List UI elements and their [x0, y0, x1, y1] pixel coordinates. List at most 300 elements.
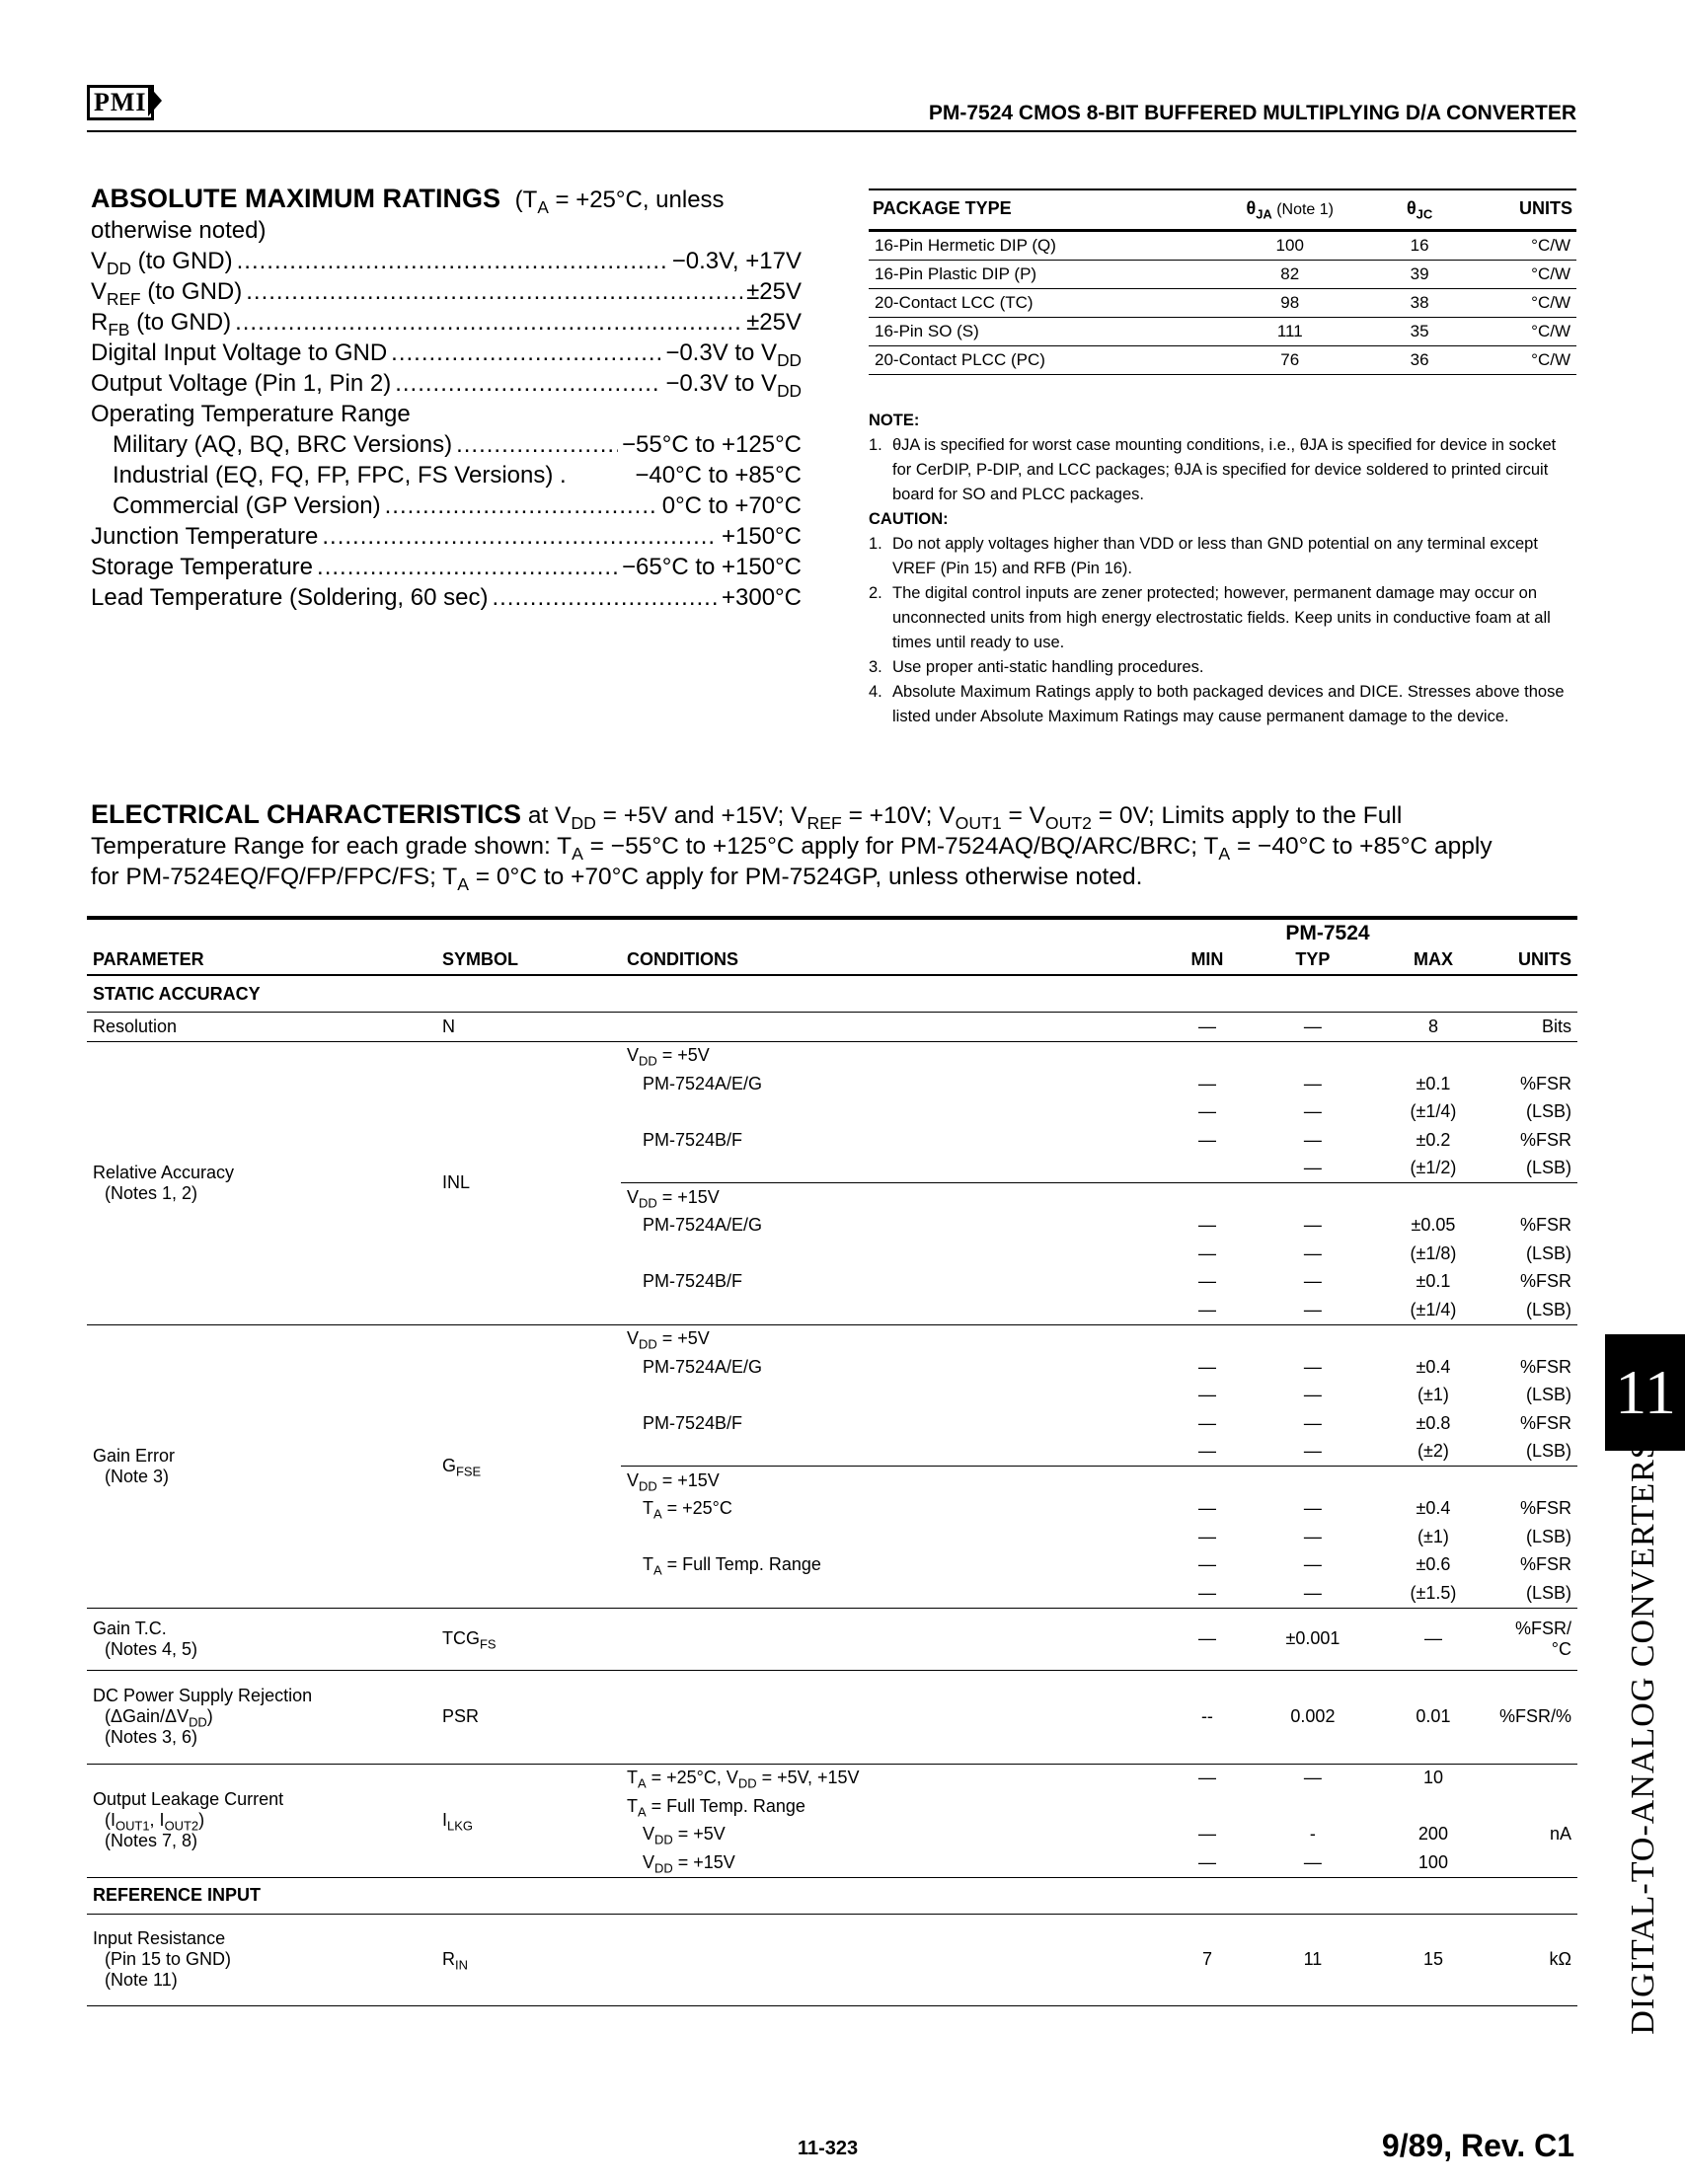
col-package-type: PACKAGE TYPE: [869, 189, 1194, 231]
val-max: (±1/8): [1410, 1243, 1457, 1263]
pmi-logo: PMI: [87, 85, 154, 120]
symbol-sub: FSE: [456, 1464, 482, 1479]
absolute-max-ratings: [91, 184, 802, 613]
val-typ: —: [1303, 1073, 1322, 1093]
param-text: (I: [105, 1810, 115, 1830]
param-text: ): [198, 1810, 205, 1830]
amr-label: V: [91, 278, 108, 305]
pkg-type: 20-Contact PLCC (PC): [869, 346, 1194, 375]
val-min: —: [1197, 1073, 1216, 1093]
cond-vdd: [621, 1821, 1162, 1849]
amr-label-post: (to GND): [140, 278, 243, 305]
cond-sub: A: [652, 1506, 662, 1522]
cond-sub: DD: [638, 1053, 657, 1069]
amr-label: Output Voltage (Pin 1, Pin 2): [91, 370, 392, 397]
note-text: θJA is specified for worst case mounting conditions, i.e., θJA is specified for device in socket for CerDIP, P-DIP, and LCC packages; θJA is specified for device soldered to printed circuit board for SO and PLCC packages.: [892, 436, 1557, 503]
val-max: 8: [1373, 1013, 1494, 1042]
param-text: , I: [149, 1810, 165, 1830]
val-typ: 0.002: [1253, 1670, 1373, 1764]
cond-ta: [621, 1764, 1162, 1792]
amr-label: Digital Input Voltage to GND: [91, 339, 388, 366]
col-typ: TYP: [1295, 949, 1331, 969]
val-min: —: [1197, 1356, 1216, 1377]
param-gain-error: [87, 1324, 436, 1608]
ec-sub: OUT2: [1044, 813, 1092, 834]
amr-op-temp-label: Operating Temperature Range: [91, 401, 411, 427]
pkg-jc: 35: [1386, 318, 1454, 346]
amr-cond-post: = +25°C, unless: [548, 187, 725, 213]
amr-value: −0.3V to V: [665, 339, 778, 366]
caution-text: Absolute Maximum Ratings apply to both packaged devices and DICE. Stresses above those listed under Absolute Maximum Ratings may cause permanent damage to the device.: [892, 683, 1565, 725]
val-max: (±1): [1417, 1385, 1449, 1405]
cond-text: = +15V: [672, 1851, 735, 1872]
ec-text: at V: [521, 802, 572, 829]
cond-text: [621, 1240, 1162, 1268]
ec-sub: DD: [571, 813, 596, 834]
cond-sub: DD: [653, 1832, 673, 1847]
col-units: UNITS: [1454, 189, 1576, 231]
pkg-jc: 36: [1386, 346, 1454, 375]
ec-text: for PM-7524EQ/FQ/FP/FPC/FS; T: [91, 864, 458, 890]
cond-vdd: [621, 1041, 1162, 1070]
spec-table: [87, 916, 1577, 2006]
val-units: %FSR: [1519, 1412, 1571, 1433]
caution-text: Use proper anti-static handling procedures.: [892, 658, 1204, 676]
cond-text: T: [626, 1795, 638, 1816]
theta-ja-sub: JA: [1256, 206, 1272, 222]
amr-label: Military (AQ, BQ, BRC Versions): [113, 431, 453, 458]
amr-label: Storage Temperature: [91, 554, 314, 580]
col-symbol: SYMBOL: [441, 949, 518, 969]
param-name: Gain Error: [93, 1445, 176, 1466]
param-psr: [87, 1670, 436, 1764]
amr-cond-line2: otherwise noted): [91, 217, 267, 244]
param-name: Gain T.C.: [93, 1618, 167, 1638]
val-units: (LSB): [1525, 1526, 1571, 1546]
val-min: [1162, 1155, 1253, 1183]
col-parameter: PARAMETER: [93, 949, 204, 969]
cond-vdd: [621, 1324, 1162, 1353]
col-theta-jc: [1386, 189, 1454, 231]
ec-text: = +5V and +15V; V: [595, 802, 807, 829]
amr-cond: [514, 187, 725, 218]
val-units: nA: [1549, 1824, 1571, 1845]
val-units: %FSR: [1519, 1356, 1571, 1377]
ec-sub: A: [572, 844, 583, 865]
caution-num: 4.: [869, 683, 882, 701]
val-units: (LSB): [1525, 1441, 1571, 1462]
cond-text: = +15V: [656, 1469, 720, 1490]
package-table: [869, 188, 1576, 375]
val-min: —: [1197, 1441, 1216, 1462]
col-max: MAX: [1413, 949, 1453, 969]
cond-text: V: [626, 1045, 639, 1066]
val-typ: —: [1253, 1848, 1373, 1877]
ec-line3: [91, 862, 1581, 895]
amr-heading: [91, 184, 802, 218]
caution-item: [869, 680, 1579, 729]
amr-title: ABSOLUTE MAXIMUM RATINGS: [91, 184, 500, 213]
val-units: %FSR: [1519, 1215, 1571, 1236]
amr-value: +300°C: [722, 584, 802, 611]
val-units: %FSR: [1519, 1498, 1571, 1519]
amr-label: Lead Temperature (Soldering, 60 sec): [91, 584, 489, 611]
val-min: —: [1197, 1412, 1216, 1433]
val-units: %FSR: [1519, 1554, 1571, 1575]
amr-row: [91, 490, 802, 521]
cond-text: PM-7524B/F: [642, 1412, 743, 1433]
param-input-resistance: [87, 1914, 436, 2005]
table-row: [87, 1914, 1577, 2005]
val-max: 0.01: [1373, 1670, 1494, 1764]
val-units: (LSB): [1525, 1158, 1571, 1178]
val-units: (LSB): [1494, 1579, 1577, 1608]
val-units: kΩ: [1494, 1914, 1577, 2005]
amr-row: [91, 521, 802, 552]
val-typ: —: [1253, 1013, 1373, 1042]
val-max: 15: [1373, 1914, 1494, 2005]
ec-text: = V: [1001, 802, 1045, 829]
val-typ: —: [1303, 1498, 1322, 1519]
val-min: —: [1197, 1101, 1216, 1122]
pkg-type: 20-Contact LCC (TC): [869, 289, 1194, 318]
amr-value: −0.3V to V: [665, 370, 778, 397]
cond-text: V: [626, 1328, 639, 1349]
val-typ: —: [1303, 1215, 1322, 1236]
param-notes: (Notes 3, 6): [105, 1727, 198, 1747]
val-max: (±1/4): [1373, 1296, 1494, 1324]
table-row: [869, 261, 1576, 289]
symbol-lkg: [436, 1764, 621, 1877]
val-min: —: [1197, 1215, 1216, 1236]
amr-label-post: (to GND): [130, 248, 233, 274]
pkg-jc: 16: [1386, 231, 1454, 261]
cond-text: = +5V: [672, 1824, 726, 1845]
device-label: PM-7524: [1285, 922, 1370, 944]
param-notes: (Note 3): [105, 1466, 170, 1486]
pkg-jc: 38: [1386, 289, 1454, 318]
cond-sub: DD: [737, 1775, 757, 1791]
val-units: (LSB): [1525, 1101, 1571, 1122]
amr-label-sub: DD: [107, 259, 131, 279]
val-max: ±0.6: [1416, 1554, 1451, 1575]
cond-ta: [621, 1495, 1162, 1524]
val-units: %FSR: [1519, 1073, 1571, 1093]
theta-ja-note: (Note 1): [1271, 201, 1334, 218]
cond-text: = +5V: [656, 1328, 710, 1349]
table-row: [869, 346, 1576, 375]
cond-vdd: [621, 1183, 1162, 1212]
table-row: [869, 231, 1576, 261]
amr-row: [91, 368, 802, 402]
param-name: DC Power Supply Rejection: [93, 1686, 313, 1705]
table-row: [87, 1670, 1577, 1764]
val-units: %FSR/%: [1494, 1670, 1577, 1764]
ec-text: = −55°C to +125°C apply for PM-7524AQ/BQ/ARC/BRC; T: [582, 833, 1219, 860]
symbol-text: I: [441, 1810, 447, 1830]
cond-text: V: [642, 1851, 654, 1872]
val-min: —: [1197, 1498, 1216, 1519]
val-min: 7: [1162, 1914, 1253, 2005]
amr-value: −0.3V, +17V: [671, 248, 802, 274]
amr-row: [91, 429, 802, 460]
param-psr-sub: [93, 1706, 430, 1730]
amr-cond-pre: (T: [514, 187, 538, 213]
ec-sub: A: [1218, 844, 1231, 865]
cond-text: V: [626, 1469, 639, 1490]
pkg-ja: 111: [1194, 318, 1386, 346]
package-header-row: [869, 189, 1576, 231]
amr-value-sub: DD: [777, 350, 802, 371]
amr-row: [91, 460, 802, 490]
param-symbol: PSR: [436, 1670, 621, 1764]
ec-title: ELECTRICAL CHARACTERISTICS: [91, 799, 522, 829]
amr-label: V: [91, 248, 108, 274]
val-min: —: [1162, 1848, 1253, 1877]
val-typ: 11: [1253, 1914, 1373, 2005]
ec-text: = −40°C to +85°C apply: [1230, 833, 1493, 860]
val-min: —: [1162, 1296, 1253, 1324]
val-typ: -: [1309, 1824, 1316, 1845]
ec-text: = 0°C to +70°C apply for PM-7524GP, unless otherwise noted.: [468, 864, 1143, 890]
amr-value: −65°C to +150°C: [622, 554, 802, 580]
col-units: UNITS: [1518, 949, 1571, 969]
header-rule: [87, 130, 1576, 132]
caution-label: CAUTION:: [869, 510, 949, 528]
pkg-type: 16-Pin SO (S): [869, 318, 1194, 346]
val-typ: —: [1303, 1385, 1322, 1405]
section-reference-input: REFERENCE INPUT: [87, 1877, 1577, 1914]
caution-num: 2.: [869, 584, 882, 602]
param-name: Input Resistance: [93, 1928, 226, 1948]
val-max: ±0.05: [1411, 1215, 1456, 1236]
val-max: ±0.4: [1416, 1356, 1451, 1377]
val-typ: —: [1303, 1554, 1322, 1575]
param-name: Output Leakage Current: [93, 1789, 284, 1809]
amr-label-post: (to GND): [129, 309, 232, 336]
val-typ: —: [1303, 1243, 1322, 1263]
cond-text: = +5V: [656, 1045, 710, 1066]
ec-line2: [91, 831, 1581, 865]
param-notes: (Notes 7, 8): [105, 1831, 198, 1850]
pkg-ja: 82: [1194, 261, 1386, 289]
spec-header-row: [87, 945, 1577, 975]
notes-block: [869, 409, 1579, 729]
amr-value-sub: DD: [777, 381, 802, 402]
caution-item: [869, 532, 1579, 581]
amr-label: R: [91, 309, 109, 336]
val-typ: —: [1253, 1579, 1373, 1608]
caution-text: The digital control inputs are zener protected; however, permanent damage may occur on unconnected units from high energy electrostatic fields. Keep units in conductive foam at all times until ready to use.: [892, 584, 1551, 651]
ec-text: = 0V; Limits apply to the Full: [1091, 802, 1403, 829]
val-min: —: [1162, 1579, 1253, 1608]
section-row: [87, 975, 1577, 1013]
symbol-sub: LKG: [447, 1818, 473, 1834]
cond-sub: A: [652, 1562, 662, 1578]
cond-text: [621, 1296, 1162, 1324]
val-units: Bits: [1494, 1013, 1577, 1042]
param-lkg-sub: [93, 1810, 430, 1834]
cond-text: [621, 1382, 1162, 1410]
param-name: Relative Accuracy: [93, 1162, 235, 1182]
pkg-units: °C/W: [1454, 289, 1576, 318]
theta-ja: θ: [1246, 198, 1257, 218]
cond-vdd: [621, 1467, 1162, 1495]
ec-sub: REF: [806, 813, 842, 834]
val-min: —: [1197, 1243, 1216, 1263]
symbol-text: TCG: [441, 1628, 480, 1648]
symbol-gfe: [436, 1324, 621, 1608]
val-typ: —: [1303, 1158, 1322, 1178]
symbol-text: R: [441, 1949, 455, 1969]
val-min: —: [1197, 1129, 1216, 1150]
val-max: ±0.2: [1416, 1129, 1451, 1150]
symbol-tc: [436, 1608, 621, 1670]
amr-label: Industrial (EQ, FQ, FP, FPC, FS Versions) .: [113, 462, 567, 489]
pkg-ja: 76: [1194, 346, 1386, 375]
amr-row: [91, 276, 802, 310]
caution-item: [869, 581, 1579, 655]
amr-label-sub: REF: [107, 289, 141, 310]
amr-row: [91, 582, 802, 613]
val-max: (±1.5): [1373, 1579, 1494, 1608]
cond-ta: [621, 1792, 1162, 1821]
val-typ: —: [1303, 1526, 1322, 1546]
amr-label: Junction Temperature: [91, 523, 319, 550]
cond-text: V: [642, 1824, 654, 1845]
val-typ: —: [1303, 1768, 1322, 1788]
cond-text: PM-7524A/E/G: [642, 1215, 763, 1236]
val-max: ±0.1: [1416, 1073, 1451, 1093]
val-min: —: [1197, 1824, 1216, 1845]
ec-text: Temperature Range for each grade shown: T: [91, 833, 573, 860]
param-notes: (Notes 1, 2): [105, 1182, 198, 1203]
val-max: 200: [1417, 1824, 1448, 1845]
cond-text: = +15V: [656, 1186, 720, 1207]
val-typ: ±0.001: [1253, 1608, 1373, 1670]
val-max: 100: [1373, 1848, 1494, 1877]
val-max: (±1/4): [1410, 1101, 1457, 1122]
theta-jc-sub: JC: [1416, 206, 1433, 222]
val-min: —: [1197, 1554, 1216, 1575]
val-max: 10: [1422, 1768, 1443, 1788]
val-max: (±1): [1417, 1526, 1449, 1546]
section-tab: 11: [1605, 1334, 1685, 1451]
page-number: 11-323: [798, 2138, 859, 2159]
val-units: %FSR: [1519, 1129, 1571, 1150]
note-num: 1.: [869, 436, 882, 454]
caution-text: Do not apply voltages higher than VDD or less than GND potential on any terminal except VREF (Pin 15) and RFB (Pin 16).: [892, 535, 1538, 577]
val-min: —: [1162, 1013, 1253, 1042]
val-units: (LSB): [1525, 1385, 1571, 1405]
section-row: [87, 1877, 1577, 1914]
pkg-units: °C/W: [1454, 318, 1576, 346]
pkg-units: °C/W: [1454, 231, 1576, 261]
side-band: [1599, 1439, 1685, 2035]
col-theta-ja: [1194, 189, 1386, 231]
cond-text: T: [642, 1554, 653, 1575]
symbol-inl: INL: [436, 1041, 621, 1324]
ec-sub: OUT1: [955, 813, 1002, 834]
amr-label-sub: FB: [108, 320, 130, 340]
val-max: —: [1373, 1608, 1494, 1670]
val-min: --: [1162, 1670, 1253, 1764]
param-sub: OUT1: [115, 1818, 150, 1834]
ec-text: = +10V; V: [841, 802, 956, 829]
symbol-sub: IN: [454, 1957, 468, 1973]
cond-text: [621, 1155, 1162, 1183]
param-name: Resolution: [87, 1013, 436, 1042]
cond-sub: DD: [638, 1336, 657, 1352]
cond-sub: DD: [638, 1195, 657, 1211]
cond-text: = +25°C: [661, 1498, 732, 1519]
val-typ: —: [1303, 1441, 1322, 1462]
pkg-units: °C/W: [1454, 346, 1576, 375]
pkg-ja: 100: [1194, 231, 1386, 261]
amr-value: ±25V: [746, 278, 802, 305]
theta-jc: θ: [1406, 198, 1417, 218]
val-min: —: [1197, 1526, 1216, 1546]
electrical-characteristics-intro: [91, 799, 1581, 895]
caution-num: 3.: [869, 658, 882, 676]
val-typ: —: [1303, 1129, 1322, 1150]
val-max: (±1/2): [1410, 1158, 1457, 1178]
val-typ: —: [1303, 1356, 1322, 1377]
table-row: [87, 1764, 1577, 1792]
val-max: (±2): [1417, 1441, 1449, 1462]
pkg-ja: 98: [1194, 289, 1386, 318]
val-max: ±0.8: [1416, 1412, 1451, 1433]
table-row: [87, 1324, 1577, 1353]
table-row: [869, 289, 1576, 318]
table-row: [87, 1041, 1577, 1070]
param-notes: (Notes 4, 5): [105, 1638, 198, 1659]
cond-text: = +5V, +15V: [756, 1768, 860, 1788]
param-sub: DD: [189, 1714, 207, 1730]
amr-value: ±25V: [746, 309, 802, 336]
param-leakage: [87, 1764, 436, 1877]
cond-text: = Full Temp. Range: [646, 1795, 805, 1816]
side-band-text: DIGITAL-TO-ANALOG CONVERTERS: [1625, 1439, 1661, 2035]
amr-value: 0°C to +70°C: [661, 492, 802, 519]
symbol-rin: [436, 1914, 621, 2005]
cond-ta: [621, 1551, 1162, 1580]
amr-label: Commercial (GP Version): [113, 492, 381, 519]
param-notes: (Pin 15 to GND): [105, 1949, 232, 1969]
amr-cond-sub: A: [537, 197, 549, 218]
header-title: PM-7524 CMOS 8-BIT BUFFERED MULTIPLYING D/A CONVERTER: [928, 102, 1576, 124]
col-min: MIN: [1190, 949, 1224, 969]
cond-text: PM-7524B/F: [642, 1129, 743, 1150]
pkg-type: 16-Pin Plastic DIP (P): [869, 261, 1194, 289]
val-typ: —: [1253, 1296, 1373, 1324]
amr-row: [91, 338, 802, 371]
cond-sub: A: [637, 1775, 647, 1791]
val-max: ±0.4: [1416, 1498, 1451, 1519]
caution-item: [869, 655, 1579, 680]
cond-sub: DD: [653, 1860, 673, 1876]
val-typ: —: [1303, 1271, 1322, 1292]
val-typ: —: [1303, 1412, 1322, 1433]
pkg-jc: 39: [1386, 261, 1454, 289]
param-notes: (Note 11): [105, 1970, 178, 1990]
symbol-sub: FS: [479, 1636, 497, 1652]
amr-value: +150°C: [722, 523, 802, 550]
cond-sub: DD: [638, 1478, 657, 1494]
val-min: —: [1197, 1271, 1216, 1292]
cond-text: PM-7524A/E/G: [642, 1356, 763, 1377]
spec-device-row: [87, 916, 1577, 945]
